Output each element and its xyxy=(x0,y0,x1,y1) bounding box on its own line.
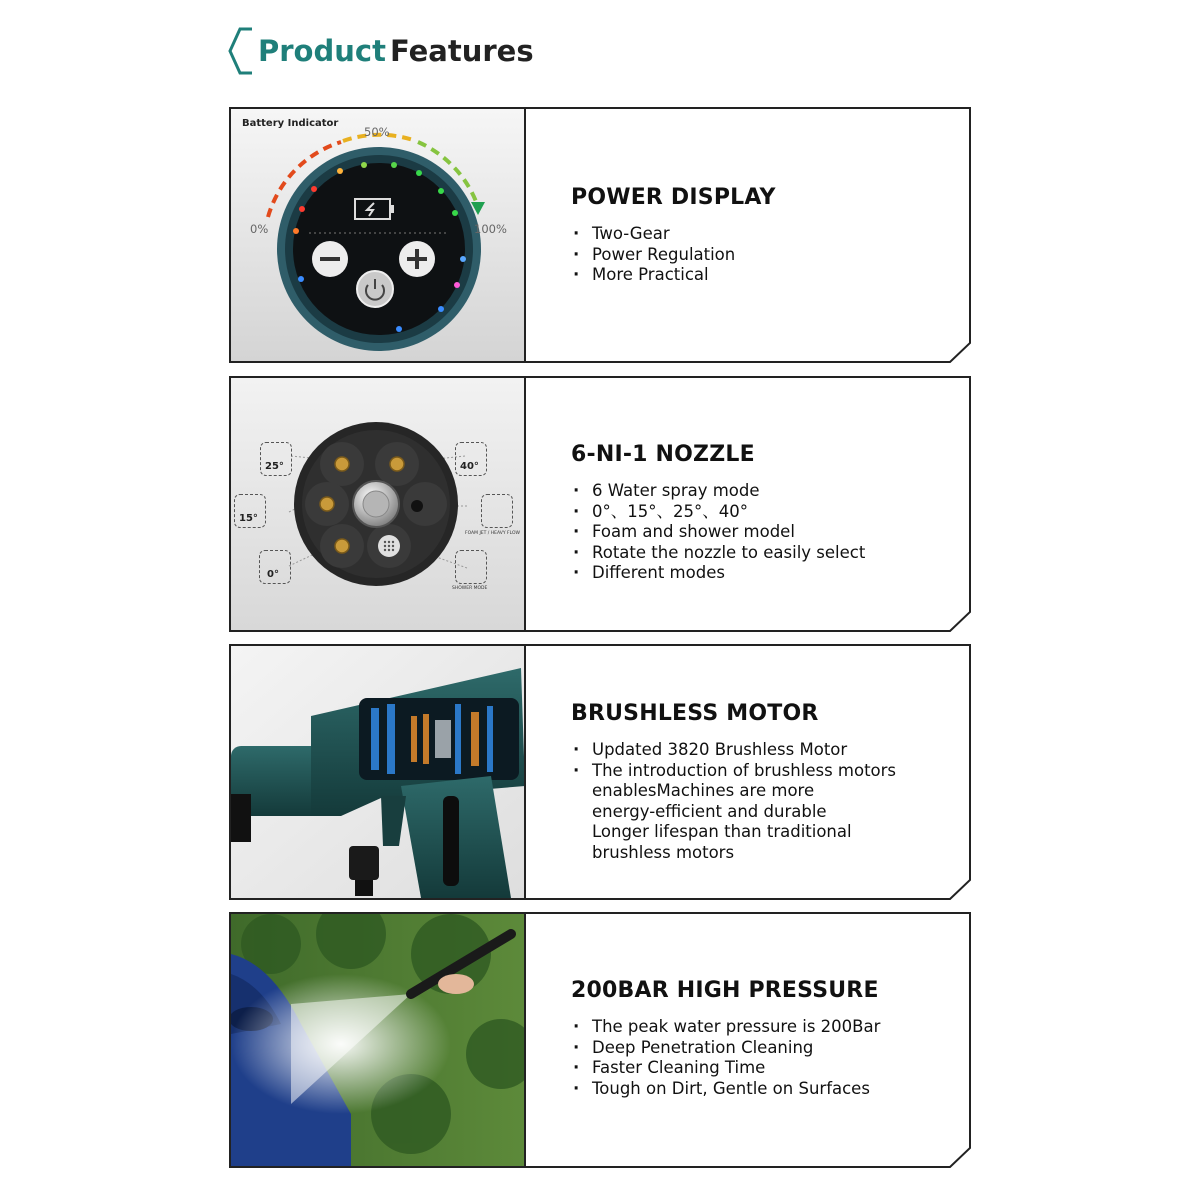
bullet-item: · Different modes xyxy=(571,563,951,584)
bullet-item: · 0°、15°、25°、40° xyxy=(571,502,951,523)
bullet-item: · 6 Water spray mode xyxy=(571,481,951,502)
bullet-item: · Deep Penetration Cleaning xyxy=(571,1038,951,1059)
angle-0-label: 0° xyxy=(267,569,279,580)
feature-title: 6-NI-1 NOZZLE xyxy=(571,442,755,467)
bullet-item: · Rotate the nozzle to easily select xyxy=(571,543,951,564)
bullet-item: · Foam and shower model xyxy=(571,522,951,543)
angle-15-label: 15° xyxy=(239,513,258,524)
battery-50-label: 50% xyxy=(364,125,390,139)
battery-100-label: 100% xyxy=(474,222,507,236)
power-display-text xyxy=(571,185,951,286)
bullet-item: · Faster Cleaning Time xyxy=(571,1058,951,1079)
bullet-item: · The introduction of brushless motors xyxy=(571,761,951,782)
bullet-item: · The peak water pressure is 200Bar xyxy=(571,1017,951,1038)
nozzle-text xyxy=(571,442,951,584)
angle-25-label: 25° xyxy=(265,461,284,472)
feature-title: BRUSHLESS MOTOR xyxy=(571,701,819,726)
page-header xyxy=(228,26,628,76)
bullet-continuation: Longer lifespan than traditional xyxy=(592,822,852,841)
feature-card-high-pressure xyxy=(229,912,971,1168)
feature-card-brushless-motor xyxy=(229,644,971,900)
bullet-continuation: enablesMachines are more xyxy=(592,781,815,800)
feature-bullets xyxy=(571,1017,951,1099)
feature-bullets xyxy=(571,740,951,863)
high-pressure-text xyxy=(571,978,951,1099)
battery-0-label: 0% xyxy=(250,222,269,236)
bullet-item: · Updated 3820 Brushless Motor xyxy=(571,740,951,761)
feature-title: POWER DISPLAY xyxy=(571,185,776,210)
battery-indicator-label: Battery Indicator xyxy=(242,118,339,129)
bullet-continuation: brushless motors xyxy=(592,842,735,862)
feature-title: 200BAR HIGH PRESSURE xyxy=(571,978,879,1003)
bullet-item: · Two-Gear xyxy=(571,224,951,245)
bullet-item: · Tough on Dirt, Gentle on Surfaces xyxy=(571,1079,951,1100)
brushless-motor-text xyxy=(571,701,951,863)
shower-mode-label: SHOWER MODE xyxy=(452,586,488,591)
foam-jet-label: FOAM JET / HEAVY FLOW xyxy=(465,531,520,536)
angle-40-label: 40° xyxy=(460,461,479,472)
title-word-features: Features xyxy=(390,34,534,68)
bullet-item: · More Practical xyxy=(571,265,951,286)
feature-bullets xyxy=(571,481,951,584)
feature-card-power-display xyxy=(229,107,971,363)
feature-bullets xyxy=(571,224,951,286)
feature-card-nozzle xyxy=(229,376,971,632)
bullet-item: · Power Regulation xyxy=(571,245,951,266)
title-word-product: Product xyxy=(258,34,386,68)
bullet-continuation: energy-efficient and durable xyxy=(592,801,827,821)
